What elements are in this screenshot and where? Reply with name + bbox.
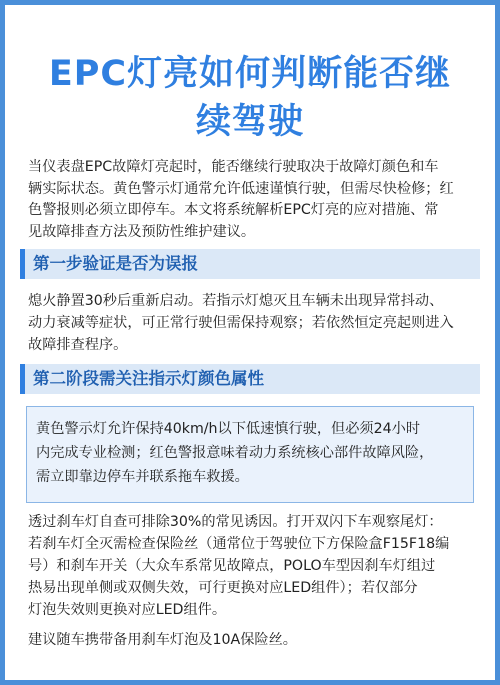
section-heading-2-text: 第二阶段需关注指示灯颜色属性 bbox=[33, 369, 264, 388]
section-heading-2 bbox=[20, 364, 480, 394]
brake-line: 号）和刹车开关（大众车系常见故障点，POLO车型因刹车灯组过 bbox=[28, 558, 436, 574]
intro-line: 辆实际状态。黄色警示灯通常允许低速谨慎行驶，但需尽快检修；红 bbox=[28, 180, 454, 197]
callout-line: 内完成专业检测；红色警报意味着动力系统核心部件故障风险， bbox=[36, 445, 434, 461]
callout-text bbox=[36, 417, 464, 489]
callout-line: 黄色警示灯允许保持40km/h以下低速慎行驶，但必须24小时 bbox=[36, 421, 421, 437]
section-1-line: 动力衰减等症状，可正常行驶但需保持观察；若依然恒定亮起则进入 bbox=[28, 315, 454, 331]
section-heading-1-text: 第一步验证是否为误报 bbox=[33, 254, 198, 273]
intro-line: 见故障排查方法及预防性维护建议。 bbox=[28, 223, 256, 240]
closing-paragraph: 建议随车携带备用刹车灯泡及10A保险丝。 bbox=[28, 632, 297, 648]
section-1-line: 熄火静置30秒后重新启动。若指示灯熄灭且车辆未出现异常抖动、 bbox=[28, 293, 444, 309]
page-title-line-1: EPC灯亮如何判断能否继 bbox=[48, 54, 452, 94]
brake-line: 透过刹车灯自查可排除30%的常见诱因。打开双闪下车观察尾灯： bbox=[28, 514, 443, 530]
page-title-line-2: 续驾驶 bbox=[195, 102, 304, 142]
callout-line: 需立即靠边停车并联系拖车救援。 bbox=[36, 469, 249, 485]
intro-line: 色警报则必须立即停车。本文将系统解析EPC灯亮的应对措施、常 bbox=[28, 202, 439, 218]
section-heading-1 bbox=[20, 249, 480, 279]
brake-line: 若刹车灯全灭需检查保险丝（通常位于驾驶位下方保险盒F15F18编 bbox=[28, 536, 450, 552]
intro-line: 当仪表盘EPC故障灯亮起时，能否继续行驶取决于故障灯颜色和车 bbox=[28, 159, 439, 175]
callout-box bbox=[26, 406, 474, 503]
brake-line: 热易出现单侧或双侧失效，可行更换对应LED组件）；若仅部分 bbox=[28, 580, 418, 596]
brake-line: 灯泡失效则更换对应LED组件。 bbox=[28, 602, 227, 618]
section-1-line: 故障排查程序。 bbox=[28, 337, 128, 353]
